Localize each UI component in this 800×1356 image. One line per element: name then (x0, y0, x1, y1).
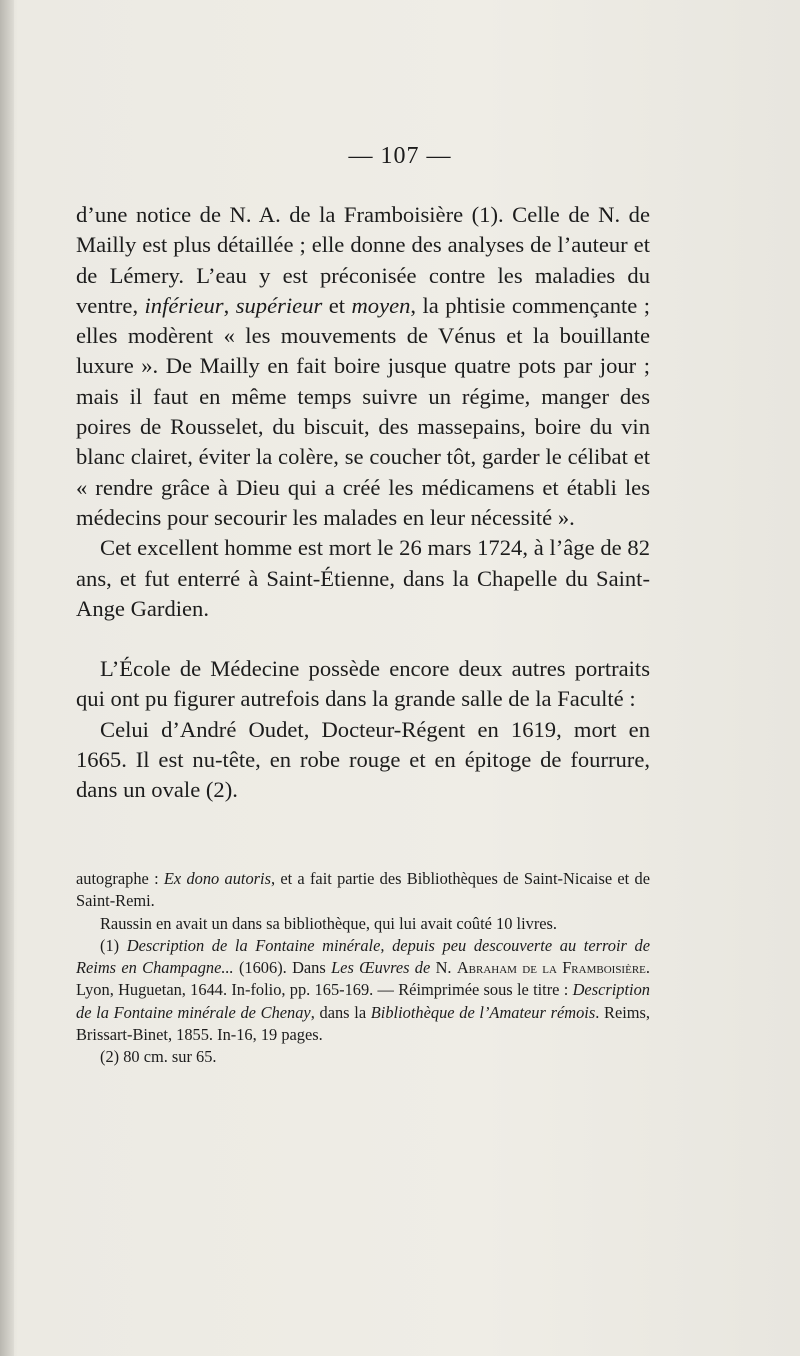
page-binding-edge (0, 0, 14, 1356)
paragraph: Cet excellent homme est mort le 26 mars 1724, à l’âge de 82 ans, et fut enterré à Saint-Étienne, dans la Chapelle du Saint-Ange Gardien. (76, 535, 650, 621)
paragraph: d’une notice de N. A. de la Framboisière (1). Celle de N. de Mailly est plus détaillée ; elle donne des analyses de l’auteur et de Lémery. L’eau y est préconisée contre les maladies du ventre, inférieur, supérieur et moyen, la phtisie commençante ; elles modèrent « les mouvements de Vénus et la bouillante luxure ». De Mailly en fait boire jusque quatre pots par jour ; mais il faut en même temps suivre un régime, manger des poires de Rousselet, du biscuit, des massepains, boire du vin blanc clairet, éviter la colère, se coucher tôt, garder le célibat et « rendre grâce à Dieu qui a créé les médicamens et établi les médecins pour secourir les malades en leur nécessité ». (76, 202, 651, 530)
main-text (76, 200, 650, 806)
footnote: autographe : Ex dono autoris, et a fait partie des Bibliothèques de Saint-Nicaise et de Saint-Remi. (76, 869, 650, 911)
footnote: (1) Description de la Fontaine minérale, depuis peu descouverte au terroir de Reims en Champagne... (1606). Dans Les Œuvres de N. Abraham de la Framboisière. Lyon, Huguetan, 1644. In-folio, pp. 165-169. — Réimprimée sous le titre : Description de la Fontaine minérale de Chenay, dans la Bibliothèque de l’Amateur rémois. Reims, Brissart-Binet, 1855. In-16, 19 pages. (76, 935, 651, 1045)
footnotes (76, 868, 650, 1069)
footnote: (2) 80 cm. sur 65. (100, 1047, 217, 1067)
page-number: — 107 — (348, 143, 452, 169)
footnote: Raussin en avait un dans sa bibliothèque, qui lui avait coûté 10 livres. (100, 913, 558, 933)
paragraph: L’École de Médecine possède encore deux autres portraits qui ont pu figurer autrefois dans la grande salle de la Faculté : (76, 656, 650, 712)
paragraph: Celui d’André Oudet, Docteur-Régent en 1619, mort en 1665. Il est nu-tête, en robe rouge et en épitoge de fourrure, dans un ovale (2). (76, 716, 650, 803)
